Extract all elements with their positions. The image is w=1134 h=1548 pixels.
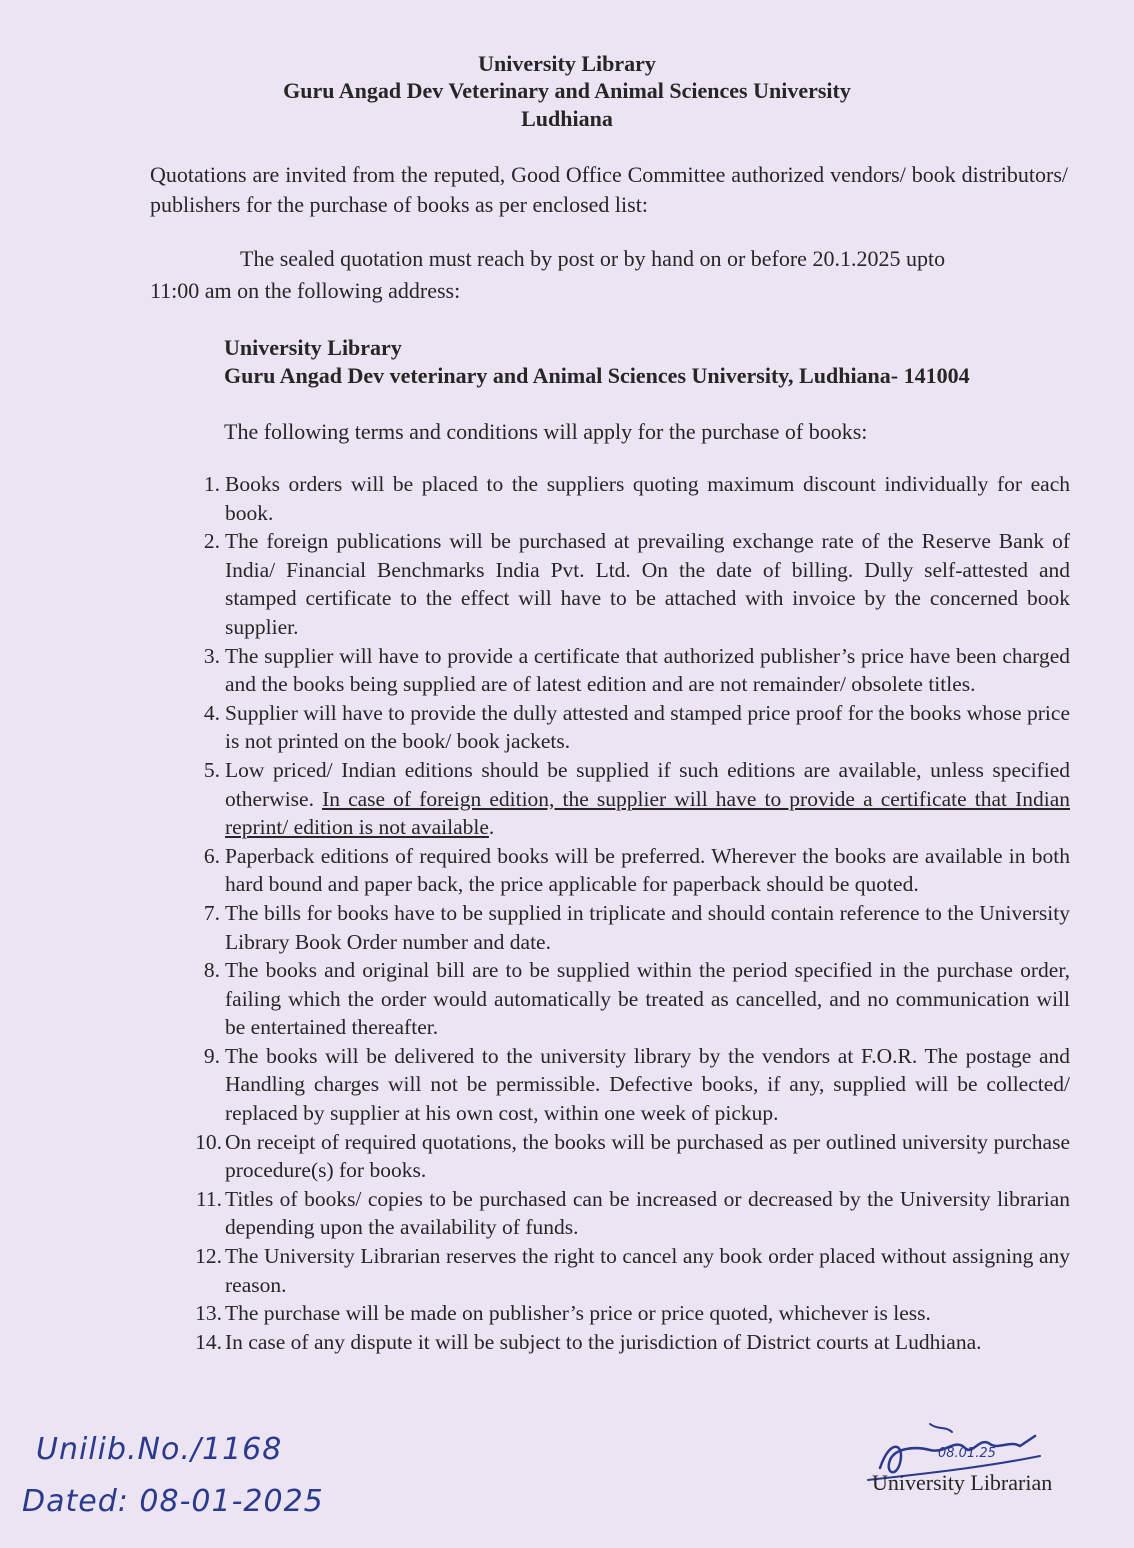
term-item: [0, 1299, 1070, 1328]
term-text: Titles of books/ copies to be purchased can be increased or decreased by the University librarian depending upon the availability of funds.: [225, 1186, 1070, 1240]
terms-intro: The following terms and conditions will apply for the purchase of books:: [224, 419, 868, 444]
term-text: The books will be delivered to the university library by the vendors at F.O.R. The postage and Handling charges will not be permissible. Defective books, if any, supplied will be collected/ replaced by supplier at his own cost, within one week of pickup.: [225, 1043, 1070, 1126]
address-line-1: University Library: [224, 335, 402, 360]
term-item: [0, 842, 1070, 899]
term-text: On receipt of required quotations, the books will be purchased as per outlined university purchase procedure(s) for books.: [225, 1129, 1070, 1183]
intro-paragraph: Quotations are invited from the reputed, Good Office Committee authorized vendors/ book distributors/ publishers for the purchase of books as per enclosed list:: [150, 162, 1068, 217]
term-number: 11.: [195, 1186, 222, 1211]
term-item: [0, 699, 1070, 756]
term-text: The purchase will be made on publisher’s price or price quoted, whichever is less.: [225, 1301, 931, 1326]
header-library: University Library: [478, 51, 656, 76]
term-item: [0, 1185, 1070, 1242]
term-number: 1.: [203, 472, 220, 496]
term-item: [0, 1042, 1070, 1128]
term-text: The University Librarian reserves the right to cancel any book order placed without assigning any reason.: [225, 1244, 1070, 1297]
term-text: In case of any dispute it will be subject to the jurisdiction of District courts at Ludhiana.: [225, 1329, 982, 1354]
term-item: [0, 642, 1070, 699]
term-text: The books and original bill are to be supplied within the period specified in the purchase order, failing which the order would automatically be treated as cancelled, and no communication will be entertained thereafter.: [225, 958, 1070, 1040]
term-number: 13.: [195, 1301, 222, 1326]
terms-list: [0, 470, 1134, 1356]
sealed-line-1: The sealed quotation must reach by post or by hand on or before 20.1.2025 upto: [240, 246, 946, 271]
term-number: 5.: [203, 757, 220, 782]
term-text: The supplier will have to provide a certificate that authorized publisher’s price have been charged and the books being supplied are of latest edition and are not remainder/ obsolete titles.: [225, 643, 1070, 697]
term-item: [0, 899, 1070, 956]
term-item: [0, 756, 1070, 842]
term-item: [0, 1128, 1070, 1185]
term-number: 7.: [203, 900, 220, 925]
handwritten-ref-number: Unilib.No./1168: [36, 1432, 283, 1467]
term-number: 6.: [203, 843, 220, 868]
address-line-2: Guru Angad Dev veterinary and Animal Sciences University, Ludhiana- 141004: [224, 363, 970, 388]
term-number: 3.: [203, 643, 220, 668]
term-number: 14.: [195, 1329, 222, 1354]
term-number: 9.: [203, 1043, 220, 1068]
address-block: [224, 334, 970, 390]
signature-scrawl-text: 08.01.25: [938, 1446, 996, 1461]
term-number: 4.: [203, 700, 220, 725]
term-item: [0, 470, 1070, 527]
term-text: The bills for books have to be supplied in triplicate and should contain reference to the University Library Book Order number and date.: [225, 900, 1070, 954]
term-text: Books orders will be placed to the suppliers quoting maximum discount individually for each book.: [225, 472, 1070, 525]
term-item: [0, 527, 1070, 641]
handwritten-date: Dated: 08-01-2025: [22, 1484, 324, 1519]
header-university: Guru Angad Dev Veterinary and Animal Sciences University: [283, 78, 851, 103]
header-city: Ludhiana: [521, 106, 613, 131]
term-number: 2.: [203, 529, 220, 554]
term-text: Paperback editions of required books will be preferred. Wherever the books are available in both hard bound and paper back, the price applicable for paperback should be quoted.: [225, 843, 1070, 897]
term-item: [0, 956, 1070, 1042]
sealed-line-2: 11:00 am on the following address:: [150, 278, 461, 303]
term-text: The foreign publications will be purchased at prevailing exchange rate of the Reserve Bank of India/ Financial Benchmarks India Pvt. Ltd. On the date of billing. Dully self-attested and stamped certificate to the effect will have to be attached with invoice by the concerned book supplier.: [225, 529, 1070, 639]
term-number: 12.: [195, 1244, 222, 1269]
term-text: Low priced/ Indian editions should be supplied if such editions are available, unless specified otherwise.: [225, 757, 1070, 811]
signatory-title: University Librarian: [872, 1470, 1053, 1495]
term-number: 8.: [203, 958, 220, 983]
term-text-end: .: [488, 815, 495, 840]
term-item: [0, 1328, 1070, 1357]
term-number: 10.: [195, 1129, 222, 1154]
term-text: Supplier will have to provide the dully attested and stamped price proof for the books whose price is not printed on the book/ book jackets.: [225, 700, 1070, 754]
term-text-underlined: In case of foreign edition, the supplier will have to provide a certificate that Indian reprint/ edition is not available: [225, 786, 1070, 840]
term-item: [0, 1242, 1070, 1299]
